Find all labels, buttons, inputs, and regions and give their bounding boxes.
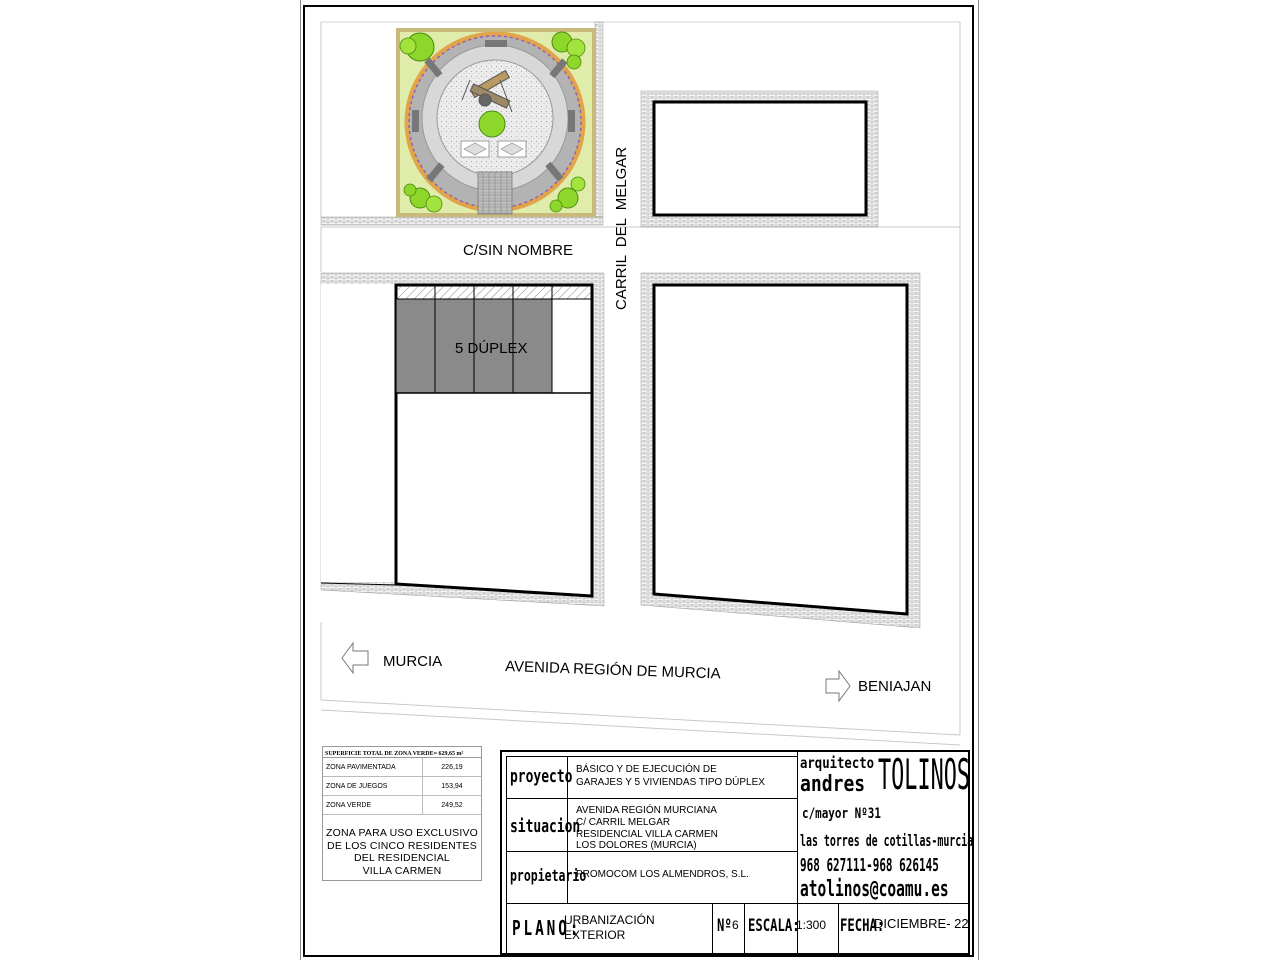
green-zone-plaza: [398, 30, 594, 215]
area-note-line: VILLA CARMEN: [362, 864, 442, 877]
email-address: atolinos@coamu.es: [800, 877, 949, 902]
title-block: [500, 750, 974, 955]
direction-left-label: MURCIA: [383, 653, 443, 670]
plano-line: EXTERIOR: [564, 928, 626, 942]
plano-line: URBANIZACIÓN: [564, 913, 655, 927]
avenue-label: AVENIDA REGIÓN DE MURCIA: [504, 658, 721, 683]
escala-label: ESCALA:: [748, 916, 800, 936]
architect-first: andres: [800, 772, 866, 797]
arrow-left-icon: [342, 643, 368, 673]
area-row-value: 249,52: [422, 796, 481, 814]
kerb-plaza-bottom: [321, 217, 603, 225]
fecha-value: DICIEMBRE- 22: [874, 916, 969, 931]
block-southeast: [641, 273, 920, 628]
tb-grid-line: [506, 903, 968, 904]
address-line2: las torres de cotillas-murcia: [800, 831, 974, 850]
situacion-label: situacion: [510, 816, 581, 837]
tb-grid-line: [744, 903, 745, 955]
area-row: [323, 758, 481, 777]
area-row-label: ZONA DE JUEGOS: [326, 782, 388, 790]
tb-grid-line: [506, 756, 507, 904]
numero-label: Nº: [717, 916, 732, 936]
tb-grid-line: [838, 903, 839, 955]
area-note-line: DE LOS CINCO RESIDENTES: [327, 839, 477, 852]
plano-label: PLANO:: [512, 916, 582, 940]
proyecto-label: proyecto: [510, 766, 573, 787]
area-note-line: DEL RESIDENCIAL: [354, 852, 450, 864]
area-row-value: 153,94: [422, 777, 481, 795]
propietario-value: PROMOCOM LOS ALMENDROS, S.L.: [576, 869, 749, 880]
situacion-line: C/ CARRIL MELGAR: [576, 817, 671, 828]
kerb-plaza-right: [595, 22, 603, 217]
direction-right-label: BENIAJAN: [858, 678, 932, 695]
area-note-line: ZONA PARA USO EXCLUSIVO: [325, 827, 479, 839]
area-row-value: 226,19: [422, 758, 481, 776]
street-north-label: C/SIN NOMBRE: [463, 242, 574, 259]
block-southwest: [321, 273, 604, 606]
area-row: [323, 777, 481, 796]
area-row: [323, 796, 481, 815]
area-row-label: ZONA PAVIMENTADA: [326, 763, 396, 771]
architect-small: arquitecto: [800, 754, 875, 772]
fecha-label: FECHA:: [840, 916, 885, 936]
situacion-line: RESIDENCIAL VILLA CARMEN: [576, 829, 718, 840]
address-line1: c/mayor Nº31: [802, 806, 881, 822]
area-row-label: ZONA VERDE: [326, 801, 372, 809]
arrow-right-icon: [826, 671, 850, 701]
phone-numbers: 968 627111-968 626145: [800, 855, 939, 876]
propietario-label: propietario: [510, 866, 587, 885]
escala-value: 1:300: [796, 918, 827, 932]
area-table: [322, 746, 482, 881]
situacion-line: LOS DOLORES (MURCIA): [576, 840, 697, 851]
tb-grid-line: [506, 903, 507, 953]
tb-grid-line: [506, 798, 797, 799]
proyecto-line: BÁSICO Y DE EJECUCIÓN DE: [576, 764, 717, 775]
area-table-title: SUPERFICIE TOTAL DE ZONA VERDE= 629,65 m²: [323, 747, 481, 758]
street-vertical-label: CARRIL DEL MELGAR: [613, 146, 630, 310]
block-label: 5 DÚPLEX: [455, 340, 528, 357]
block-northeast: [641, 91, 878, 227]
numero-value: 6: [732, 918, 739, 932]
proyecto-line: GARAJES Y 5 VIVIENDAS TIPO DÚPLEX: [576, 777, 765, 788]
area-note: [323, 815, 481, 877]
tb-grid-line: [712, 903, 713, 955]
tb-grid-line: [506, 756, 798, 757]
architect-last: TOLINOS: [878, 750, 971, 799]
situacion-line: AVENIDA REGIÓN MURCIANA: [576, 805, 717, 816]
